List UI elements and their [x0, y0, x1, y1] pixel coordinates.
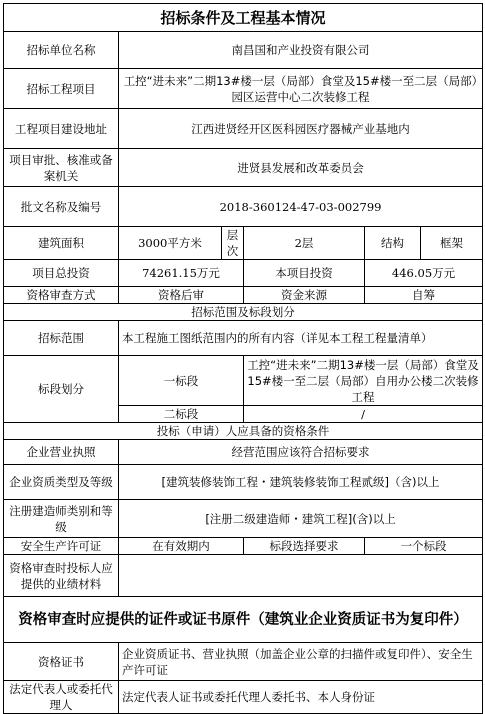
project-label: 招标工程项目 — [4, 69, 119, 109]
performance-value — [119, 555, 483, 597]
fund-source-label: 资金来源 — [244, 287, 365, 304]
qualification-label: 企业资质类型及等级 — [4, 465, 119, 500]
this-investment-value: 446.05万元 — [365, 260, 483, 287]
lot1-name: 一标段 — [119, 356, 244, 406]
this-investment-label: 本项目投资 — [244, 260, 365, 287]
engineer-value: [注册二级建造师・建筑工程](含)以上 — [119, 500, 483, 538]
area-value: 3000平方米 — [119, 227, 222, 260]
lot-choice-label: 标段选择要求 — [244, 538, 365, 555]
total-investment-label: 项目总投资 — [4, 260, 119, 287]
certificate-value: 企业资质证书、营业执照（加盖企业公章的扫描件或复印件）、安全生产许可证 — [119, 643, 483, 681]
doc-value: 2018-360124-47-03-002799 — [119, 187, 483, 227]
site-label: 工程项目建设地址 — [4, 109, 119, 149]
project-value: 工控“进未来”二期13#楼一层（局部）食堂及15#楼一至二层（局部）园区运营中心二次装修工程 — [119, 69, 483, 109]
area-label: 建筑面积 — [4, 227, 119, 260]
floors-value: 2层 — [244, 227, 365, 260]
safety-license-value: 在有效期内 — [119, 538, 244, 555]
structure-label: 结构 — [365, 227, 421, 260]
approval-value: 进贤县发展和改革委员会 — [119, 149, 483, 187]
certificate-label: 资格证书 — [4, 643, 119, 681]
lot2-value: / — [244, 406, 483, 423]
originals-heading: 资格审查时应提供的证件或证书原件（建筑业企业资质证书为复印件） — [4, 597, 483, 643]
table-title: 招标条件及工程基本情况 — [4, 4, 483, 32]
license-value: 经营范围应该符合招标要求 — [119, 440, 483, 465]
floors-label: 层次 — [222, 227, 244, 260]
owner-value: 南昌国和产业投资有限公司 — [119, 32, 483, 69]
lot1-value: 工控“进未来”二期13#楼一层（局部）食堂及15#楼一至二层（局部）自用办公楼二次装修工程 — [244, 356, 483, 406]
lot2-name: 二标段 — [119, 406, 244, 423]
license-label: 企业营业执照 — [4, 440, 119, 465]
representative-label: 法定代表人或委托代理人 — [4, 681, 119, 714]
scope-section-heading: 招标范围及标段划分 — [4, 304, 483, 321]
safety-license-label: 安全生产许可证 — [4, 538, 119, 555]
fund-source-value: 自筹 — [365, 287, 483, 304]
review-method-label: 资格审查方式 — [4, 287, 119, 304]
site-value: 江西进贤经开区医科园医疗器械产业基地内 — [119, 109, 483, 149]
scope-label: 招标范围 — [4, 321, 119, 356]
doc-label: 批文名称及编号 — [4, 187, 119, 227]
lot-choice-value: 一个标段 — [365, 538, 483, 555]
tender-conditions-table — [3, 3, 483, 714]
qualification-value: [建筑装修装饰工程・建筑装修装饰工程贰级]（含)以上 — [119, 465, 483, 500]
performance-label: 资格审查时投标人应提供的业绩材料 — [4, 555, 119, 597]
total-investment-value: 74261.15万元 — [119, 260, 244, 287]
engineer-label: 注册建造师类别和等级 — [4, 500, 119, 538]
bidder-section-heading: 投标（申请）人应具备的资格条件 — [4, 423, 483, 440]
approval-label: 项目审批、核准或备案机关 — [4, 149, 119, 187]
scope-value: 本工程施工图纸范围内的所有内容（详见本工程工程量清单） — [119, 321, 483, 356]
review-method-value: 资格后审 — [119, 287, 244, 304]
representative-value: 法定代表人证书或委托代理人委托书、本人身份证 — [119, 681, 483, 714]
owner-label: 招标单位名称 — [4, 32, 119, 69]
lot-division-label: 标段划分 — [4, 356, 119, 423]
structure-value: 框架 — [421, 227, 483, 260]
